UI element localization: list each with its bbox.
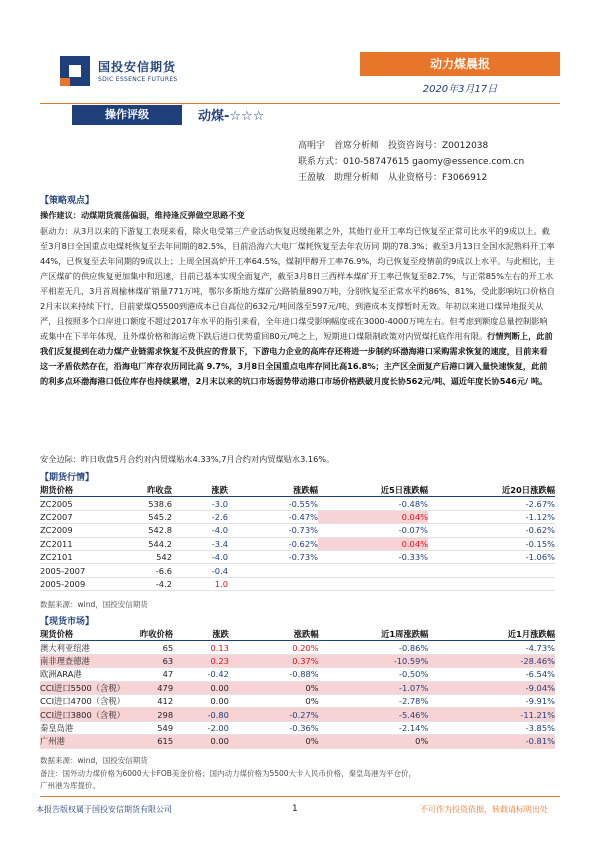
report-type-banner: 动力煤晨报 — [360, 52, 560, 76]
futures-col-header: 昨收盘 — [104, 484, 172, 497]
driver-paragraph: 驱动力：从3月以来的下游复工表现来看，除火电受第三产业活动恢复迟缓拖累之外，其他行业开工率均已恢复至正常可比水平的9成以上。截至3月8日全国重点电煤耗恢复至去年同期的82.5%，目前沿海六大电厂煤耗恢复至去年农历同 期的78.3%；截至3月13日全国水泥熟料开工率44%，已恢复至去年同期的9成以上；上周全国高炉开工率64.5%，煤制甲醇开工率76.9%，均已恢复至疫情前的9成以上水平。与此相比，主产区煤矿的供应恢复更加集中和迅速，目前已基本实现全面复产，截至3月8日三西样本煤矿开工率已恢复至82.7%，与正常85%左右的开工水平相差无几，3月首周榆林煤矿销量771万吨，鄂尔多斯地方煤矿公路销量890万吨，分别恢复至正常水平约86%、81%，受此影响坑口价格自2月末以来持续下行，目前蒙煤Q5500到港成本已自高位的632元/吨回落至597元/吨，到港成本支撑暂时无效。年初以来进口煤异地报关从严，且按照多个口岸进口额度不超过2017年水平的指引来看，全年进口煤受影响幅度或在3000-4000万吨左右。但考虑到额度总量控制影响或集中在下半年体现，且外煤价格和海运费下跌后进口优势重回80元/吨之上，短期进口煤限制政策对内贸煤托底作用有限。 — [40, 226, 555, 341]
table-row — [40, 497, 555, 510]
change-1m: -28.46% — [428, 654, 555, 667]
change-1w: -2.14% — [319, 721, 429, 734]
spot-price: 65 — [140, 641, 173, 654]
close-price: 542.8 — [104, 524, 172, 537]
close-price: 542 — [104, 550, 172, 563]
change-value: 0.00 — [173, 681, 229, 694]
change-value: 0.00 — [173, 735, 229, 748]
market-name: CCI进口3800（含税） — [40, 708, 140, 721]
change-1w: -2.78% — [319, 694, 429, 707]
change-20d: -0.15% — [428, 537, 555, 550]
change-value: -4.0 — [172, 550, 228, 563]
close-price: 545.2 — [104, 510, 172, 523]
contract-name: ZC2005 — [40, 497, 104, 510]
change-1m: -4.73% — [428, 641, 555, 654]
company-name-en: SDIC ESSENCE FUTURES — [98, 76, 178, 83]
change-value: 0.23 — [173, 654, 229, 667]
copyright-notice: 本报告版权属于国投安信期货有限公司 — [36, 805, 172, 814]
change-5d: 0.04% — [318, 537, 428, 550]
change-1m: -9.91% — [428, 694, 555, 707]
change-pct: -0.73% — [228, 550, 318, 563]
change-value: -2.00 — [173, 721, 229, 734]
change-1w: -10.59% — [319, 654, 429, 667]
change-value: -0.4 — [172, 564, 228, 577]
operation-advice: 操作建议：动煤期货震荡偏弱，维持逢反弹做空思路不变 — [40, 210, 245, 220]
change-pct: -0.47% — [228, 510, 318, 523]
change-value: -0.42 — [173, 668, 229, 681]
market-name: 广州港 — [40, 735, 140, 748]
change-value: -3.0 — [172, 497, 228, 510]
table-row — [40, 694, 555, 707]
futures-title: 【期货行情】 — [40, 473, 95, 483]
spot-col-header: 涨跌幅 — [229, 628, 319, 641]
change-pct: 0% — [229, 694, 319, 707]
change-pct: -0.55% — [228, 497, 318, 510]
market-name: 秦皇岛港 — [40, 721, 140, 734]
market-name: CCI进口5500（含税） — [40, 681, 140, 694]
futures-source: 数据来源：wind，国投安信期货 — [40, 600, 148, 609]
change-5d: -0.48% — [318, 497, 428, 510]
table-row — [40, 510, 555, 523]
spot-col-header: 近1周涨跌幅 — [319, 628, 429, 641]
change-value: -2.6 — [172, 510, 228, 523]
change-pct: 0% — [229, 681, 319, 694]
spread-value: -4.2 — [104, 577, 172, 590]
table-row — [40, 668, 555, 681]
close-price: 538.6 — [104, 497, 172, 510]
market-judgement: 行情判断上，此前我们反复提到在动力煤产业链需求恢复不及供应的背景下，下游电力企业的高库存还将进一步制约环渤海港口采购需求恢复的速度，目前来看这一矛盾依然存在，沿海电厂库存农历同比高 9.7%，3月8日全国重点电库存同比高16.8%；主产区全面复产后港口调入量快速恢复，此前的利多点环渤海港口低位库存也持续累增，2月末以来的坑口市场弱势带动港口市场价格跌破月度长协562元/吨、逼近年度长协546元/ 吨。 — [40, 331, 553, 386]
futures-col-header: 近5日涨跌幅 — [318, 484, 428, 497]
change-1m: -11.21% — [428, 708, 555, 721]
table-row — [40, 654, 555, 667]
report-date: 2020年3月17日 — [422, 84, 498, 95]
table-row — [40, 641, 555, 654]
spot-col-header: 现货价格 — [40, 628, 140, 641]
footer-divider — [40, 796, 560, 797]
change-pct: 0% — [229, 735, 319, 748]
change-pct: -0.73% — [228, 524, 318, 537]
table-row — [40, 550, 555, 563]
analyst-line-2: 王盈敏 助理分析师 从业资格号：F3066912 — [298, 173, 488, 183]
strategy-title: 【策略观点】 — [40, 196, 95, 206]
change-20d: -2.67% — [428, 497, 555, 510]
change-pct: -0.62% — [228, 537, 318, 550]
change-1m: -9.04% — [428, 681, 555, 694]
change-pct: -0.27% — [229, 708, 319, 721]
spot-source: 数据来源：wind，国投安信期货 — [40, 756, 148, 765]
change-value: -0.80 — [173, 708, 229, 721]
change-1w: -0.50% — [319, 668, 429, 681]
page-number: 1 — [292, 804, 298, 814]
close-price: 544.2 — [104, 537, 172, 550]
spot-col-header: 昨收价格 — [139, 629, 174, 640]
change-pct: -0.36% — [229, 721, 319, 734]
change-5d: -0.33% — [318, 550, 428, 563]
change-1m: -0.81% — [428, 735, 555, 748]
spot-price: 47 — [140, 668, 173, 681]
spot-note-1: 备注：国外动力煤价格为6000大卡FOB美金价格；国内动力煤价格为5500大卡人民币价格，秦皇岛港为平仓价， — [40, 769, 417, 778]
contract-name: ZC2101 — [40, 550, 104, 563]
futures-col-header: 近20日涨跌幅 — [428, 484, 555, 497]
rating-value: 动煤-☆☆☆ — [198, 109, 265, 124]
change-1m: -6.54% — [428, 668, 555, 681]
company-name-cn: 国投安信期货 — [98, 60, 177, 74]
spread-name: 2005-2009 — [40, 577, 104, 590]
market-name: 澳大利亚纽港 — [40, 641, 140, 654]
change-20d: -1.06% — [428, 550, 555, 563]
spot-price: 298 — [140, 708, 173, 721]
spread-name: 2005-2007 — [40, 564, 104, 577]
company-logo-icon — [60, 56, 90, 86]
rating-label: 操作评级 — [72, 105, 182, 125]
table-row — [40, 564, 555, 577]
table-row — [40, 708, 555, 721]
market-name: 南非理查德港 — [40, 654, 140, 667]
change-pct: 0.37% — [229, 654, 319, 667]
change-value: -4.0 — [172, 524, 228, 537]
change-value: 0.00 — [173, 694, 229, 707]
spot-price: 479 — [140, 681, 173, 694]
safety-margin: 安全边际：昨日收盘5月合约对内贸煤贴水4.33%,7月合约对内贸煤贴水3.16%。 — [40, 454, 335, 464]
change-5d: 0.04% — [318, 510, 428, 523]
table-row — [40, 681, 555, 694]
table-row — [40, 735, 555, 748]
change-20d: -1.12% — [428, 510, 555, 523]
market-name: 欧洲ARA港 — [40, 668, 140, 681]
contract-name: ZC2011 — [40, 537, 104, 550]
change-20d: -0.62% — [428, 524, 555, 537]
spot-table — [40, 628, 555, 749]
futures-table — [40, 484, 555, 591]
change-1m: -3.85% — [428, 721, 555, 734]
table-row — [40, 577, 555, 590]
spot-price: 615 — [140, 735, 173, 748]
spread-value: -6.6 — [104, 564, 172, 577]
change-1w: 0% — [319, 735, 429, 748]
header-divider — [40, 103, 560, 104]
analyst-line-1: 高明宇 首席分析师 投资咨询号：Z0012038 — [298, 141, 489, 151]
change-pct: 0.20% — [229, 641, 319, 654]
change-value: 1.0 — [172, 577, 228, 590]
change-1w: -0.86% — [319, 641, 429, 654]
spot-price: 549 — [140, 721, 173, 734]
change-value: -3.4 — [172, 537, 228, 550]
spot-header-row — [40, 628, 555, 641]
change-pct: -0.88% — [229, 668, 319, 681]
spot-price: 63 — [140, 654, 173, 667]
spot-title: 【现货市场】 — [40, 617, 95, 627]
analyst-contact: 联系方式：010-58747615 gaomy@essence.com.cn — [298, 157, 525, 167]
futures-header-row — [40, 484, 555, 497]
change-5d: -0.07% — [318, 524, 428, 537]
spot-col-header: 涨跌 — [173, 628, 229, 641]
spot-col-header: 近1月涨跌幅 — [428, 628, 555, 641]
change-value: 0.13 — [173, 641, 229, 654]
contract-name: ZC2007 — [40, 510, 104, 523]
contract-name: ZC2009 — [40, 524, 104, 537]
futures-col-header: 期货价格 — [40, 484, 104, 497]
change-1w: -5.46% — [319, 708, 429, 721]
spot-note-2: 广州港为库提价。 — [40, 781, 100, 790]
disclaimer-notice: 不可作为投资依据，转载请标明出处 — [420, 805, 548, 814]
table-row — [40, 524, 555, 537]
spot-price: 412 — [140, 694, 173, 707]
table-row — [40, 537, 555, 550]
futures-col-header: 涨跌幅 — [228, 484, 318, 497]
futures-col-header: 涨跌 — [172, 484, 228, 497]
table-row — [40, 721, 555, 734]
change-1w: -1.07% — [319, 681, 429, 694]
market-name: CCI进口4700（含税） — [40, 694, 140, 707]
strategy-body — [40, 224, 555, 389]
